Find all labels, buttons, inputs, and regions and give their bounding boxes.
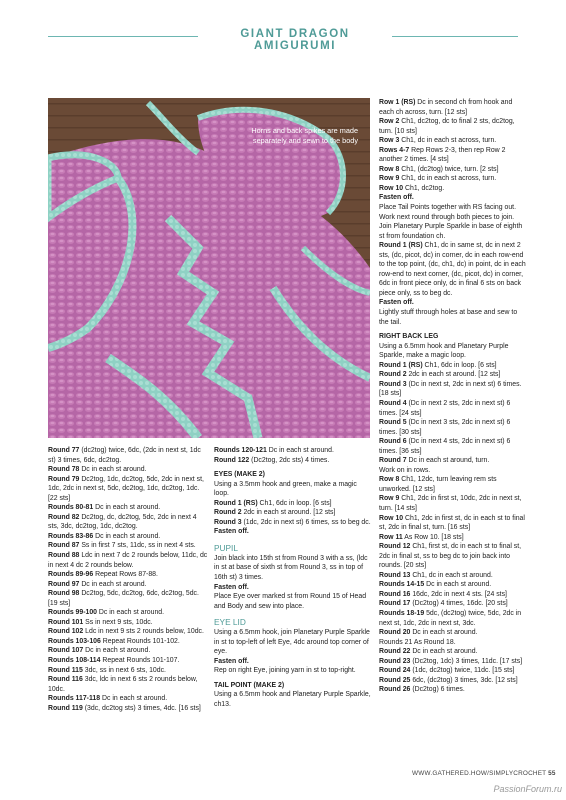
instruction-line: Round 102 Ldc in next 9 sts 2 rounds below, 10dc.	[48, 628, 204, 636]
instruction-line: Round 7 Dc in each st around, turn.	[379, 457, 490, 465]
instruction-line: Rounds 89-96 Repeat Rows 87-88.	[48, 571, 158, 579]
fasten-off-note: Fasten off.	[379, 194, 414, 202]
instruction-line: Using a 3.5mm hook and green, make a magic loop.	[214, 480, 357, 498]
instruction-line: Round 17 (Dc2tog) 4 times, 16dc. [20 sts]	[379, 600, 508, 608]
instruction-line: Round 12 Ch1, first st, dc in each st to final st, 2dc in final st, ss to beg dc to join back into rounds. [20 sts]	[379, 543, 522, 570]
instruction-line: Round 77 (dc2tog) twice, 6dc, (2dc in next st, 1dc st) 3 times, 6dc, dc2tog.	[48, 447, 201, 464]
instruction-line: Rounds 108-114 Repeat Rounds 101-107.	[48, 657, 180, 665]
instruction-line: Using a 6.5mm hook and Planetary Purple Sparkle, ch13.	[214, 691, 371, 709]
instruction-line: Round 119 (3dc, dc2tog sts) 3 times, 4dc. [16 sts]	[48, 704, 201, 712]
instruction-line: Round 22 Dc in each st around.	[379, 648, 478, 656]
instruction-line: Row 11 As Row 10. [18 sts]	[379, 533, 464, 541]
instruction-line: Lightly stuff through holes at base and sew to the tail.	[379, 309, 518, 326]
fasten-off-note: Fasten off.	[214, 657, 249, 665]
footer-url[interactable]: WWW.GATHERED.HOW/SIMPLYCROCHET	[412, 770, 547, 777]
instruction-line: Round 24 (1dc, dc2tog) twice, 11dc. [15 sts]	[379, 667, 515, 675]
instruction-line: Round 1 (RS) Ch1, 6dc in loop. [6 sts]	[379, 361, 497, 369]
instruction-line: Rounds 117-118 Dc in each st around.	[48, 695, 168, 703]
instruction-line: Using a 6.5mm hook and Planetary Purple Sparkle, make a magic loop.	[379, 342, 509, 360]
section-heading-eye-lid: EYE LID	[214, 617, 246, 628]
instruction-line: Round 82 Dc2tog, dc, dc2tog, 5dc, 2dc in next 4 sts, 3dc, dc2tog, 1dc, dc2tog.	[48, 513, 197, 531]
column-3	[379, 98, 527, 695]
instruction-line: Round 3 (1dc, 2dc in next st) 6 times, ss to beg dc.	[214, 518, 371, 526]
page-header	[0, 25, 566, 52]
instruction-line: Row 1 (RS) Dc in second ch from hook and each ch across, turn. [12 sts]	[379, 99, 513, 116]
instruction-line: Rounds 99-100 Dc in each st around.	[48, 609, 165, 617]
instruction-line: Round 88 Ldc in next 7 dc 2 rounds below, 11dc, dc in next 4 dc 2 rounds below.	[48, 552, 208, 569]
fasten-off-note: Fasten off.	[379, 299, 414, 307]
section-heading-eyes: EYES (MAKE 2)	[214, 471, 265, 479]
instruction-line: Round 107 Dc in each st around.	[48, 647, 151, 655]
page-number: 55	[548, 770, 556, 777]
instruction-line: Round 6 (Dc in next 4 sts, 2dc in next st) 6 times. [36 sts]	[379, 438, 511, 455]
instruction-line: Round 1 (RS) Ch1, 6dc in loop. [6 sts]	[214, 499, 332, 507]
instruction-line: Round 116 3dc, ldc in next 6 sts 2 rounds below, 10dc.	[48, 676, 198, 693]
instruction-line: Row 9 Ch1, dc in each st across, turn.	[379, 175, 497, 183]
instruction-line: Round 3 (Dc in next st, 2dc in next st) 6 times. [18 sts]	[379, 380, 522, 398]
instruction-line: Rounds 21 As Round 18.	[379, 638, 456, 646]
instruction-line: Rounds 18-19 5dc, (dc2tog) twice, 5dc, 2dc in next st, 1dc, 2dc in next st, 3dc.	[379, 609, 522, 627]
dragon-photo	[48, 98, 370, 438]
instruction-line: Row 10 Ch1, dc2tog.	[379, 184, 445, 192]
instruction-line: Row 8 Ch1, 12dc, turn leaving rem sts unworked. [12 sts]	[379, 476, 497, 493]
instruction-line: Round 122 (Dc2tog, 2dc sts) 4 times.	[214, 456, 330, 464]
instruction-line: Rounds 14-15 Dc in each st around.	[379, 581, 492, 589]
page-footer	[412, 770, 556, 777]
instruction-line: Round 98 Dc2tog, 5dc, dc2tog, 6dc, dc2tog, 5dc. [19 sts]	[48, 590, 199, 607]
section-heading-right-back-leg: RIGHT BACK LEG	[379, 333, 439, 341]
instruction-line: Row 9 Ch1, 2dc in first st, 10dc, 2dc in next st, turn. [14 sts]	[379, 495, 522, 512]
instruction-line: Rep on right Eye, joining yarn in st to top-right.	[214, 667, 356, 675]
instruction-line: Row 10 Ch1, 2dc in first st, dc in each st to final st, 2dc in final st, turn. [16 sts]	[379, 514, 525, 532]
instruction-line: Rounds 83-86 Dc in each st around.	[48, 532, 161, 540]
instruction-line: Round 2 2dc in each st around. [12 sts]	[379, 371, 501, 379]
instruction-line: Round 16 16dc, 2dc in next 4 sts. [24 sts]	[379, 590, 507, 598]
instruction-line: Work on in rows.	[379, 466, 431, 474]
instruction-line: Place Tail Points together with RS facing out. Work next round through both pieces to join. Join Planetary Purple Sparkle in base of eighth st from foundation ch.	[379, 204, 523, 240]
page-title: GIANT DRAGON AMIGURUMI	[240, 28, 350, 52]
instruction-line: Round 2 2dc in each st around. [12 sts]	[214, 509, 336, 517]
instruction-line: Place Eye over marked st from Round 15 of Head and Body and sew into place.	[214, 593, 367, 610]
instruction-line: Round 1 (RS) Ch1, dc in same st, dc in next 2 sts, (dc, picot, dc) in corner, dc in each row-end to the top point, (dc, ch1, dc) in point, dc in each row-end to next corner, (dc, picot, dc) in corner, 6dc in front piece only, dc in final 6 sts on back piece only, ss to beg dc.	[379, 242, 526, 297]
fasten-off-note: Fasten off.	[214, 528, 249, 536]
instruction-line: Round 97 Dc in each st around.	[48, 580, 147, 588]
dragon-photo-illustration	[48, 98, 370, 438]
photo-caption: Horns and back spikes are made separately and sewn to the body	[251, 126, 358, 145]
instruction-line: Round 4 (Dc in next 2 sts, 2dc in next st) 6 times. [24 sts]	[379, 399, 511, 417]
instruction-line: Round 78 Dc in each st around.	[48, 466, 147, 474]
watermark: PassionForum.ru	[493, 784, 562, 794]
instruction-line: Round 25 6dc, (dc2tog) 3 times, 3dc. [12 sts]	[379, 676, 518, 684]
instruction-line: Using a 6.5mm hook, join Planetary Purple Sparkle in st to top-left of left Eye, 4dc around top corner of eye.	[214, 629, 370, 656]
instruction-line: Round 13 Ch1, dc in each st around.	[379, 571, 493, 579]
column-2	[214, 446, 372, 710]
fasten-off-note: Fasten off.	[214, 583, 249, 591]
instruction-line: Round 5 (Dc in next 3 sts, 2dc in next st) 6 times. [30 sts]	[379, 419, 511, 436]
instruction-line: Rows 4-7 Rep Rows 2-3, then rep Row 2 another 2 times. [4 sts]	[379, 146, 506, 164]
instruction-line: Round 101 Ss in next 9 sts, 10dc.	[48, 618, 153, 626]
section-heading-tail-point: TAIL POINT (MAKE 2)	[214, 681, 285, 689]
instruction-line: Round 23 (Dc2tog, 1dc) 3 times, 11dc. [17 sts]	[379, 657, 523, 665]
instruction-line: Round 87 Ss in first 7 sts, 11dc, ss in next 4 sts.	[48, 542, 196, 550]
instruction-line: Round 20 Dc in each st around.	[379, 629, 478, 637]
instruction-line: Row 2 Ch1, dc2tog, dc to final 2 sts, dc2tog, turn. [10 sts]	[379, 118, 515, 135]
instruction-line: Join black into 15th st from Round 3 with a ss, (ldc in st at base of sixth st from Round 3, ss in top of 16th st) 3 times.	[214, 554, 368, 582]
header-rule-right	[392, 36, 518, 37]
instruction-line: Rounds 120-121 Dc in each st around.	[214, 447, 334, 454]
instruction-line: Rounds 103-106 Repeat Rounds 101-102.	[48, 637, 180, 645]
header-rule-left	[48, 36, 198, 37]
instruction-line: Row 8 Ch1, (dc2tog) twice, turn. [2 sts]	[379, 165, 499, 173]
instruction-line: Round 115 3dc, ss in next 6 sts, 10dc.	[48, 666, 166, 674]
instruction-line: Row 3 Ch1, dc in each st across, turn.	[379, 137, 497, 145]
section-heading-pupil: PUPIL	[214, 542, 238, 553]
column-1	[48, 446, 208, 713]
instruction-line: Round 26 (Dc2tog) 6 times.	[379, 686, 465, 694]
instruction-line: Round 79 Dc2tog, 1dc, dc2tog, 5dc, 2dc in next st, 1dc, 2dc in next st, 5dc, dc2tog, 1dc, dc2tog, 1dc. [22 sts]	[48, 475, 204, 502]
instruction-line: Rounds 80-81 Dc in each st around.	[48, 504, 161, 512]
